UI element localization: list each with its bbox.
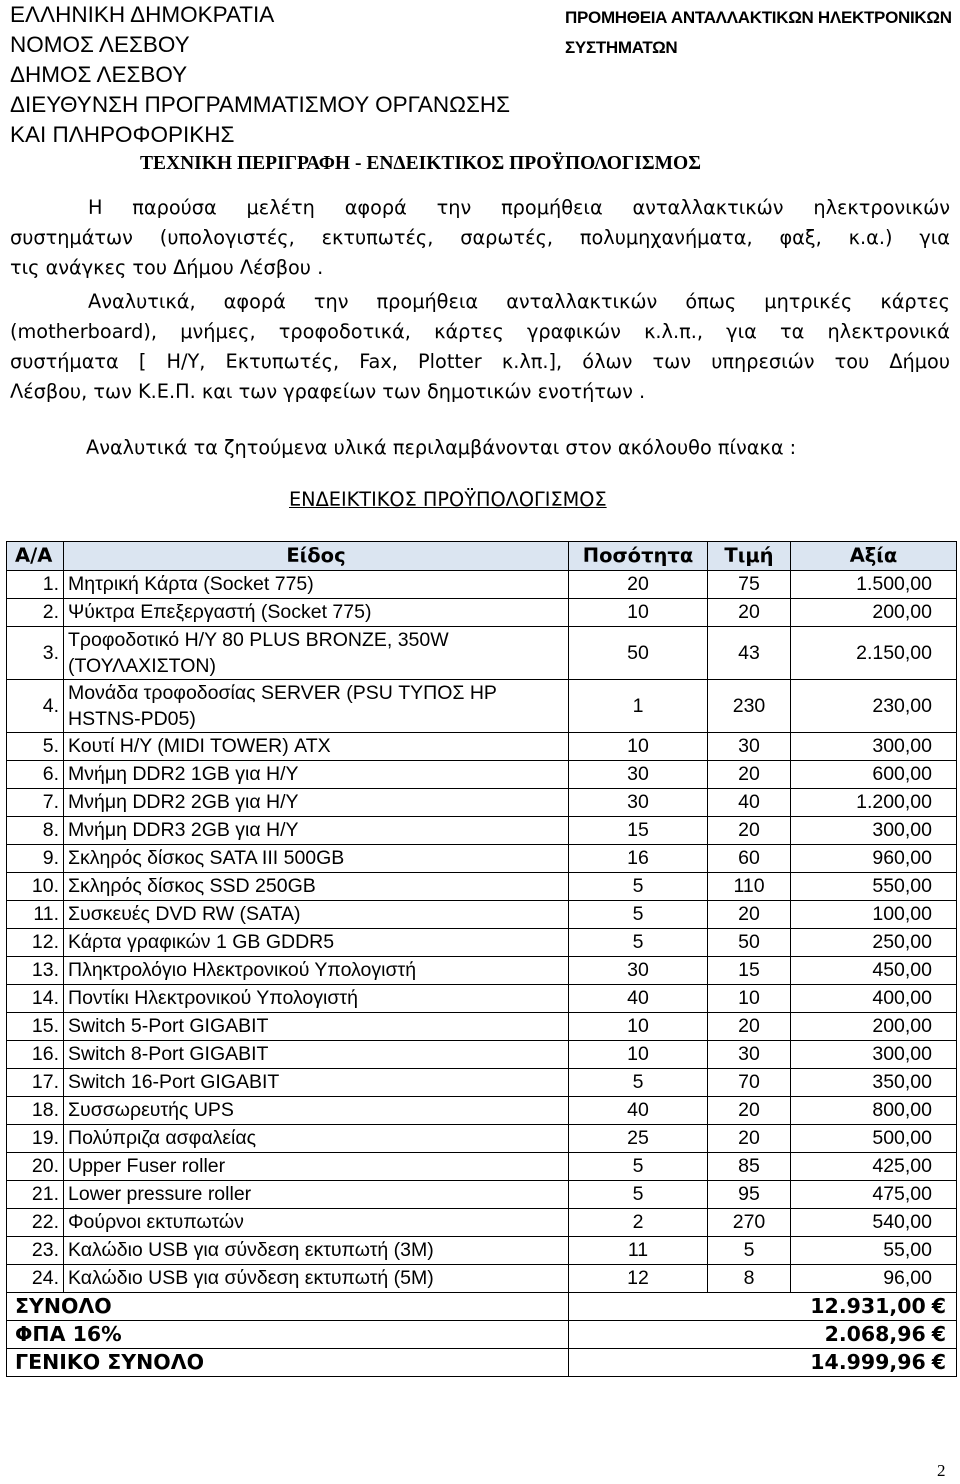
item-unit-price: 43: [708, 627, 791, 680]
table-row: [7, 733, 957, 761]
item-description: Σκληρός δίσκος SSD 250GB: [64, 873, 569, 901]
project-title-line: ΣΥΣΤΗΜΑΤΩΝ: [565, 38, 678, 57]
totals-body: [7, 1293, 957, 1377]
issuer-line: ΔΙΕΥΘΥΝΣΗ ΠΡΟΓΡΑΜΜΑΤΙΣΜΟΥ ΟΡΓΑΝΩΣΗΣ: [10, 92, 511, 117]
table-row: [7, 627, 957, 680]
item-description: Ποντίκι Ηλεκτρονικού Υπολογιστή: [64, 985, 569, 1013]
item-number: 4.: [7, 680, 64, 733]
issuer-line: ΕΛΛΗΝΙΚΗ ΔΗΜΟΚΡΑΤΙΑ: [10, 2, 275, 27]
table-row: [7, 571, 957, 599]
item-number: 21.: [7, 1181, 64, 1209]
item-number: 7.: [7, 789, 64, 817]
item-quantity: 5: [569, 929, 708, 957]
item-quantity: 30: [569, 789, 708, 817]
item-description: Μητρική Κάρτα (Socket 775): [64, 571, 569, 599]
item-quantity: 50: [569, 627, 708, 680]
item-description: Switch 5-Port GIGABIT: [64, 1013, 569, 1041]
header-price: Τιμή: [708, 542, 791, 571]
item-quantity: 16: [569, 845, 708, 873]
item-unit-price: 5: [708, 1237, 791, 1265]
paragraph-line: συστημάτων (υπολογιστές, εκτυπωτές, σαρωτές, πολυμηχανήματα, φαξ, κ.α.) για: [10, 226, 950, 249]
item-value: 2.150,00: [791, 627, 957, 680]
item-number: 19.: [7, 1125, 64, 1153]
item-number: 20.: [7, 1153, 64, 1181]
header-qty: Ποσότητα: [569, 542, 708, 571]
paragraph-line: Λέσβου, των Κ.Ε.Π. και των γραφείων των δημοτικών ενοτήτων .: [10, 380, 646, 403]
item-number: 5.: [7, 733, 64, 761]
table-row: [7, 789, 957, 817]
item-description: Μνήμη DDR3 2GB για Η/Υ: [64, 817, 569, 845]
item-unit-price: 20: [708, 761, 791, 789]
item-unit-price: 40: [708, 789, 791, 817]
item-quantity: 40: [569, 1097, 708, 1125]
item-number: 11.: [7, 901, 64, 929]
vat-row: [7, 1321, 957, 1349]
project-title-block: [565, 3, 952, 63]
item-quantity: 15: [569, 817, 708, 845]
table-row: [7, 1237, 957, 1265]
total-row: [7, 1293, 957, 1321]
euro-symbol: €: [931, 1294, 946, 1318]
item-number: 13.: [7, 957, 64, 985]
item-description: Πολύπριζα ασφαλείας: [64, 1125, 569, 1153]
item-description: Switch 8-Port GIGABIT: [64, 1041, 569, 1069]
paragraph-line: συστήματα [ Η/Υ, Εκτυπωτές, Fax, Plotter κ.λπ.], όλων των υπηρεσιών του Δήμου: [10, 350, 950, 373]
item-number: 8.: [7, 817, 64, 845]
item-number: 12.: [7, 929, 64, 957]
item-unit-price: 15: [708, 957, 791, 985]
paragraph-line: Η παρούσα μελέτη αφορά την προμήθεια ανταλλακτικών ηλεκτρονικών: [88, 196, 950, 219]
budget-table: [6, 541, 957, 1377]
total-label: ΣΥΝΟΛΟ: [7, 1293, 569, 1321]
grand-total-label: ΓΕΝΙΚΟ ΣΥΝΟΛΟ: [7, 1349, 569, 1377]
item-description: Τροφοδοτικό Η/Υ 80 PLUS BRONZE, 350W (ΤΟΥΛΑΧΙΣΤΟΝ): [64, 627, 569, 680]
table-row: [7, 985, 957, 1013]
euro-symbol: €: [931, 1350, 946, 1374]
item-unit-price: 70: [708, 1069, 791, 1097]
table-row: [7, 873, 957, 901]
table-row: [7, 817, 957, 845]
item-unit-price: 95: [708, 1181, 791, 1209]
item-quantity: 11: [569, 1237, 708, 1265]
table-row: [7, 1153, 957, 1181]
table-header-row: [7, 542, 957, 571]
table-row: [7, 599, 957, 627]
item-value: 230,00: [791, 680, 957, 733]
paragraph-line: (motherboard), μνήμες, τροφοδοτικά, κάρτες γραφικών κ.λ.π., για τα ηλεκτρονικά: [10, 320, 950, 343]
item-value: 600,00: [791, 761, 957, 789]
item-description: Μνήμη DDR2 2GB για Η/Υ: [64, 789, 569, 817]
item-unit-price: 30: [708, 1041, 791, 1069]
item-description: Καλώδιο USB για σύνδεση εκτυπωτή (5M): [64, 1265, 569, 1293]
item-unit-price: 230: [708, 680, 791, 733]
item-quantity: 40: [569, 985, 708, 1013]
item-quantity: 1: [569, 680, 708, 733]
item-description: Μνήμη DDR2 1GB για Η/Υ: [64, 761, 569, 789]
item-quantity: 30: [569, 761, 708, 789]
item-description: Κουτί Η/Υ (MIDI TOWER) ATX: [64, 733, 569, 761]
item-unit-price: 75: [708, 571, 791, 599]
item-number: 16.: [7, 1041, 64, 1069]
item-value: 425,00: [791, 1153, 957, 1181]
budget-title: ΕΝΔΕΙΚΤΙΚΟΣ ΠΡΟΫΠΟΛΟΓΙΣΜΟΣ: [289, 488, 607, 511]
item-unit-price: 20: [708, 1097, 791, 1125]
item-value: 55,00: [791, 1237, 957, 1265]
item-description: Συσκευές DVD RW (SATA): [64, 901, 569, 929]
item-description: Switch 16-Port GIGABIT: [64, 1069, 569, 1097]
item-quantity: 30: [569, 957, 708, 985]
item-description: Κάρτα γραφικών 1 GB GDDR5: [64, 929, 569, 957]
issuer-line: ΝΟΜΟΣ ΛΕΣΒΟΥ: [10, 32, 190, 57]
table-row: [7, 1041, 957, 1069]
item-quantity: 5: [569, 1181, 708, 1209]
item-quantity: 5: [569, 873, 708, 901]
item-value: 960,00: [791, 845, 957, 873]
item-description: Ψύκτρα Επεξεργαστή (Socket 775): [64, 599, 569, 627]
header-desc: Είδος: [64, 542, 569, 571]
vat-amount-cell: [569, 1321, 957, 1349]
item-description: Πληκτρολόγιο Ηλεκτρονικού Υπολογιστή: [64, 957, 569, 985]
item-value: 400,00: [791, 985, 957, 1013]
item-value: 450,00: [791, 957, 957, 985]
item-value: 800,00: [791, 1097, 957, 1125]
item-value: 475,00: [791, 1181, 957, 1209]
item-unit-price: 20: [708, 817, 791, 845]
item-value: 350,00: [791, 1069, 957, 1097]
item-number: 2.: [7, 599, 64, 627]
item-value: 300,00: [791, 733, 957, 761]
table-intro: Αναλυτικά τα ζητούμενα υλικά περιλαμβάνονται στον ακόλουθο πίνακα :: [86, 436, 797, 459]
item-quantity: 10: [569, 599, 708, 627]
item-quantity: 5: [569, 1153, 708, 1181]
project-title-line: ΠΡΟΜΗΘΕΙΑ ΑΝΤΑΛΛΑΚΤΙΚΩΝ ΗΛΕΚΤΡΟΝΙΚΩΝ: [565, 8, 952, 27]
item-unit-price: 8: [708, 1265, 791, 1293]
item-value: 1.200,00: [791, 789, 957, 817]
document-title: ΤΕΧΝΙΚΗ ΠΕΡΙΓΡΑΦΗ - ΕΝΔΕΙΚΤΙΚΟΣ ΠΡΟΫΠΟΛΟΓΙΣΜΟΣ: [140, 153, 701, 174]
table-row: [7, 1181, 957, 1209]
item-unit-price: 85: [708, 1153, 791, 1181]
table-row: [7, 1125, 957, 1153]
table-row: [7, 901, 957, 929]
table-row: [7, 1097, 957, 1125]
page-number: 2: [937, 1461, 946, 1480]
item-unit-price: 50: [708, 929, 791, 957]
issuer-block: [10, 0, 510, 150]
item-quantity: 5: [569, 1069, 708, 1097]
item-unit-price: 30: [708, 733, 791, 761]
paragraph-line: τις ανάγκες του Δήμου Λέσβου .: [10, 256, 324, 279]
item-description: Upper Fuser roller: [64, 1153, 569, 1181]
item-value: 300,00: [791, 1041, 957, 1069]
paragraph-line: Αναλυτικά, αφορά την προμήθεια ανταλλακτικών όπως μητρικές κάρτες: [88, 290, 950, 313]
item-value: 540,00: [791, 1209, 957, 1237]
item-description: Μονάδα τροφοδοσίας SERVER (PSU ΤΥΠΟΣ HP HSTNS-PD05): [64, 680, 569, 733]
table-row: [7, 761, 957, 789]
vat-label: ΦΠΑ 16%: [7, 1321, 569, 1349]
item-value: 250,00: [791, 929, 957, 957]
item-number: 14.: [7, 985, 64, 1013]
item-quantity: 25: [569, 1125, 708, 1153]
item-description: Σκληρός δίσκος SATA III 500GB: [64, 845, 569, 873]
item-number: 22.: [7, 1209, 64, 1237]
grand-total-row: [7, 1349, 957, 1377]
item-quantity: 12: [569, 1265, 708, 1293]
vat-amount: 2.068,96: [824, 1322, 926, 1346]
item-number: 24.: [7, 1265, 64, 1293]
item-number: 10.: [7, 873, 64, 901]
item-number: 9.: [7, 845, 64, 873]
item-number: 1.: [7, 571, 64, 599]
item-description: Καλώδιο USB για σύνδεση εκτυπωτή (3M): [64, 1237, 569, 1265]
item-unit-price: 20: [708, 1125, 791, 1153]
total-amount: 12.931,00: [810, 1294, 926, 1318]
table-row: [7, 1069, 957, 1097]
item-quantity: 10: [569, 733, 708, 761]
table-row: [7, 929, 957, 957]
item-quantity: 10: [569, 1013, 708, 1041]
item-number: 18.: [7, 1097, 64, 1125]
item-value: 300,00: [791, 817, 957, 845]
item-number: 15.: [7, 1013, 64, 1041]
table-row: [7, 845, 957, 873]
item-number: 17.: [7, 1069, 64, 1097]
header-num: Α/Α: [7, 542, 64, 571]
item-value: 500,00: [791, 1125, 957, 1153]
item-quantity: 2: [569, 1209, 708, 1237]
issuer-line: ΔΗΜΟΣ ΛΕΣΒΟΥ: [10, 62, 188, 87]
euro-symbol: €: [931, 1322, 946, 1346]
paragraph-scope: [10, 193, 950, 283]
grand-total-amount: 14.999,96: [810, 1350, 926, 1374]
item-number: 23.: [7, 1237, 64, 1265]
grand-total-amount-cell: [569, 1349, 957, 1377]
item-unit-price: 270: [708, 1209, 791, 1237]
table-row: [7, 1265, 957, 1293]
item-value: 550,00: [791, 873, 957, 901]
table-row: [7, 1013, 957, 1041]
item-value: 200,00: [791, 599, 957, 627]
item-value: 96,00: [791, 1265, 957, 1293]
item-quantity: 10: [569, 1041, 708, 1069]
item-unit-price: 60: [708, 845, 791, 873]
item-quantity: 5: [569, 901, 708, 929]
item-description: Φούρνοι εκτυπωτών: [64, 1209, 569, 1237]
item-number: 3.: [7, 627, 64, 680]
item-value: 1.500,00: [791, 571, 957, 599]
item-unit-price: 110: [708, 873, 791, 901]
item-value: 200,00: [791, 1013, 957, 1041]
paragraph-details: [10, 287, 950, 407]
table-row: [7, 957, 957, 985]
table-body: [7, 571, 957, 1293]
total-amount-cell: [569, 1293, 957, 1321]
item-quantity: 20: [569, 571, 708, 599]
header-value: Αξία: [791, 542, 957, 571]
item-unit-price: 20: [708, 901, 791, 929]
table-row: [7, 1209, 957, 1237]
item-unit-price: 20: [708, 599, 791, 627]
item-unit-price: 20: [708, 1013, 791, 1041]
item-number: 6.: [7, 761, 64, 789]
issuer-line: ΚΑΙ ΠΛΗΡΟΦΟΡΙΚΗΣ: [10, 122, 235, 147]
item-unit-price: 10: [708, 985, 791, 1013]
item-value: 100,00: [791, 901, 957, 929]
item-description: Συσσωρευτής UPS: [64, 1097, 569, 1125]
table-row: [7, 680, 957, 733]
item-description: Lower pressure roller: [64, 1181, 569, 1209]
